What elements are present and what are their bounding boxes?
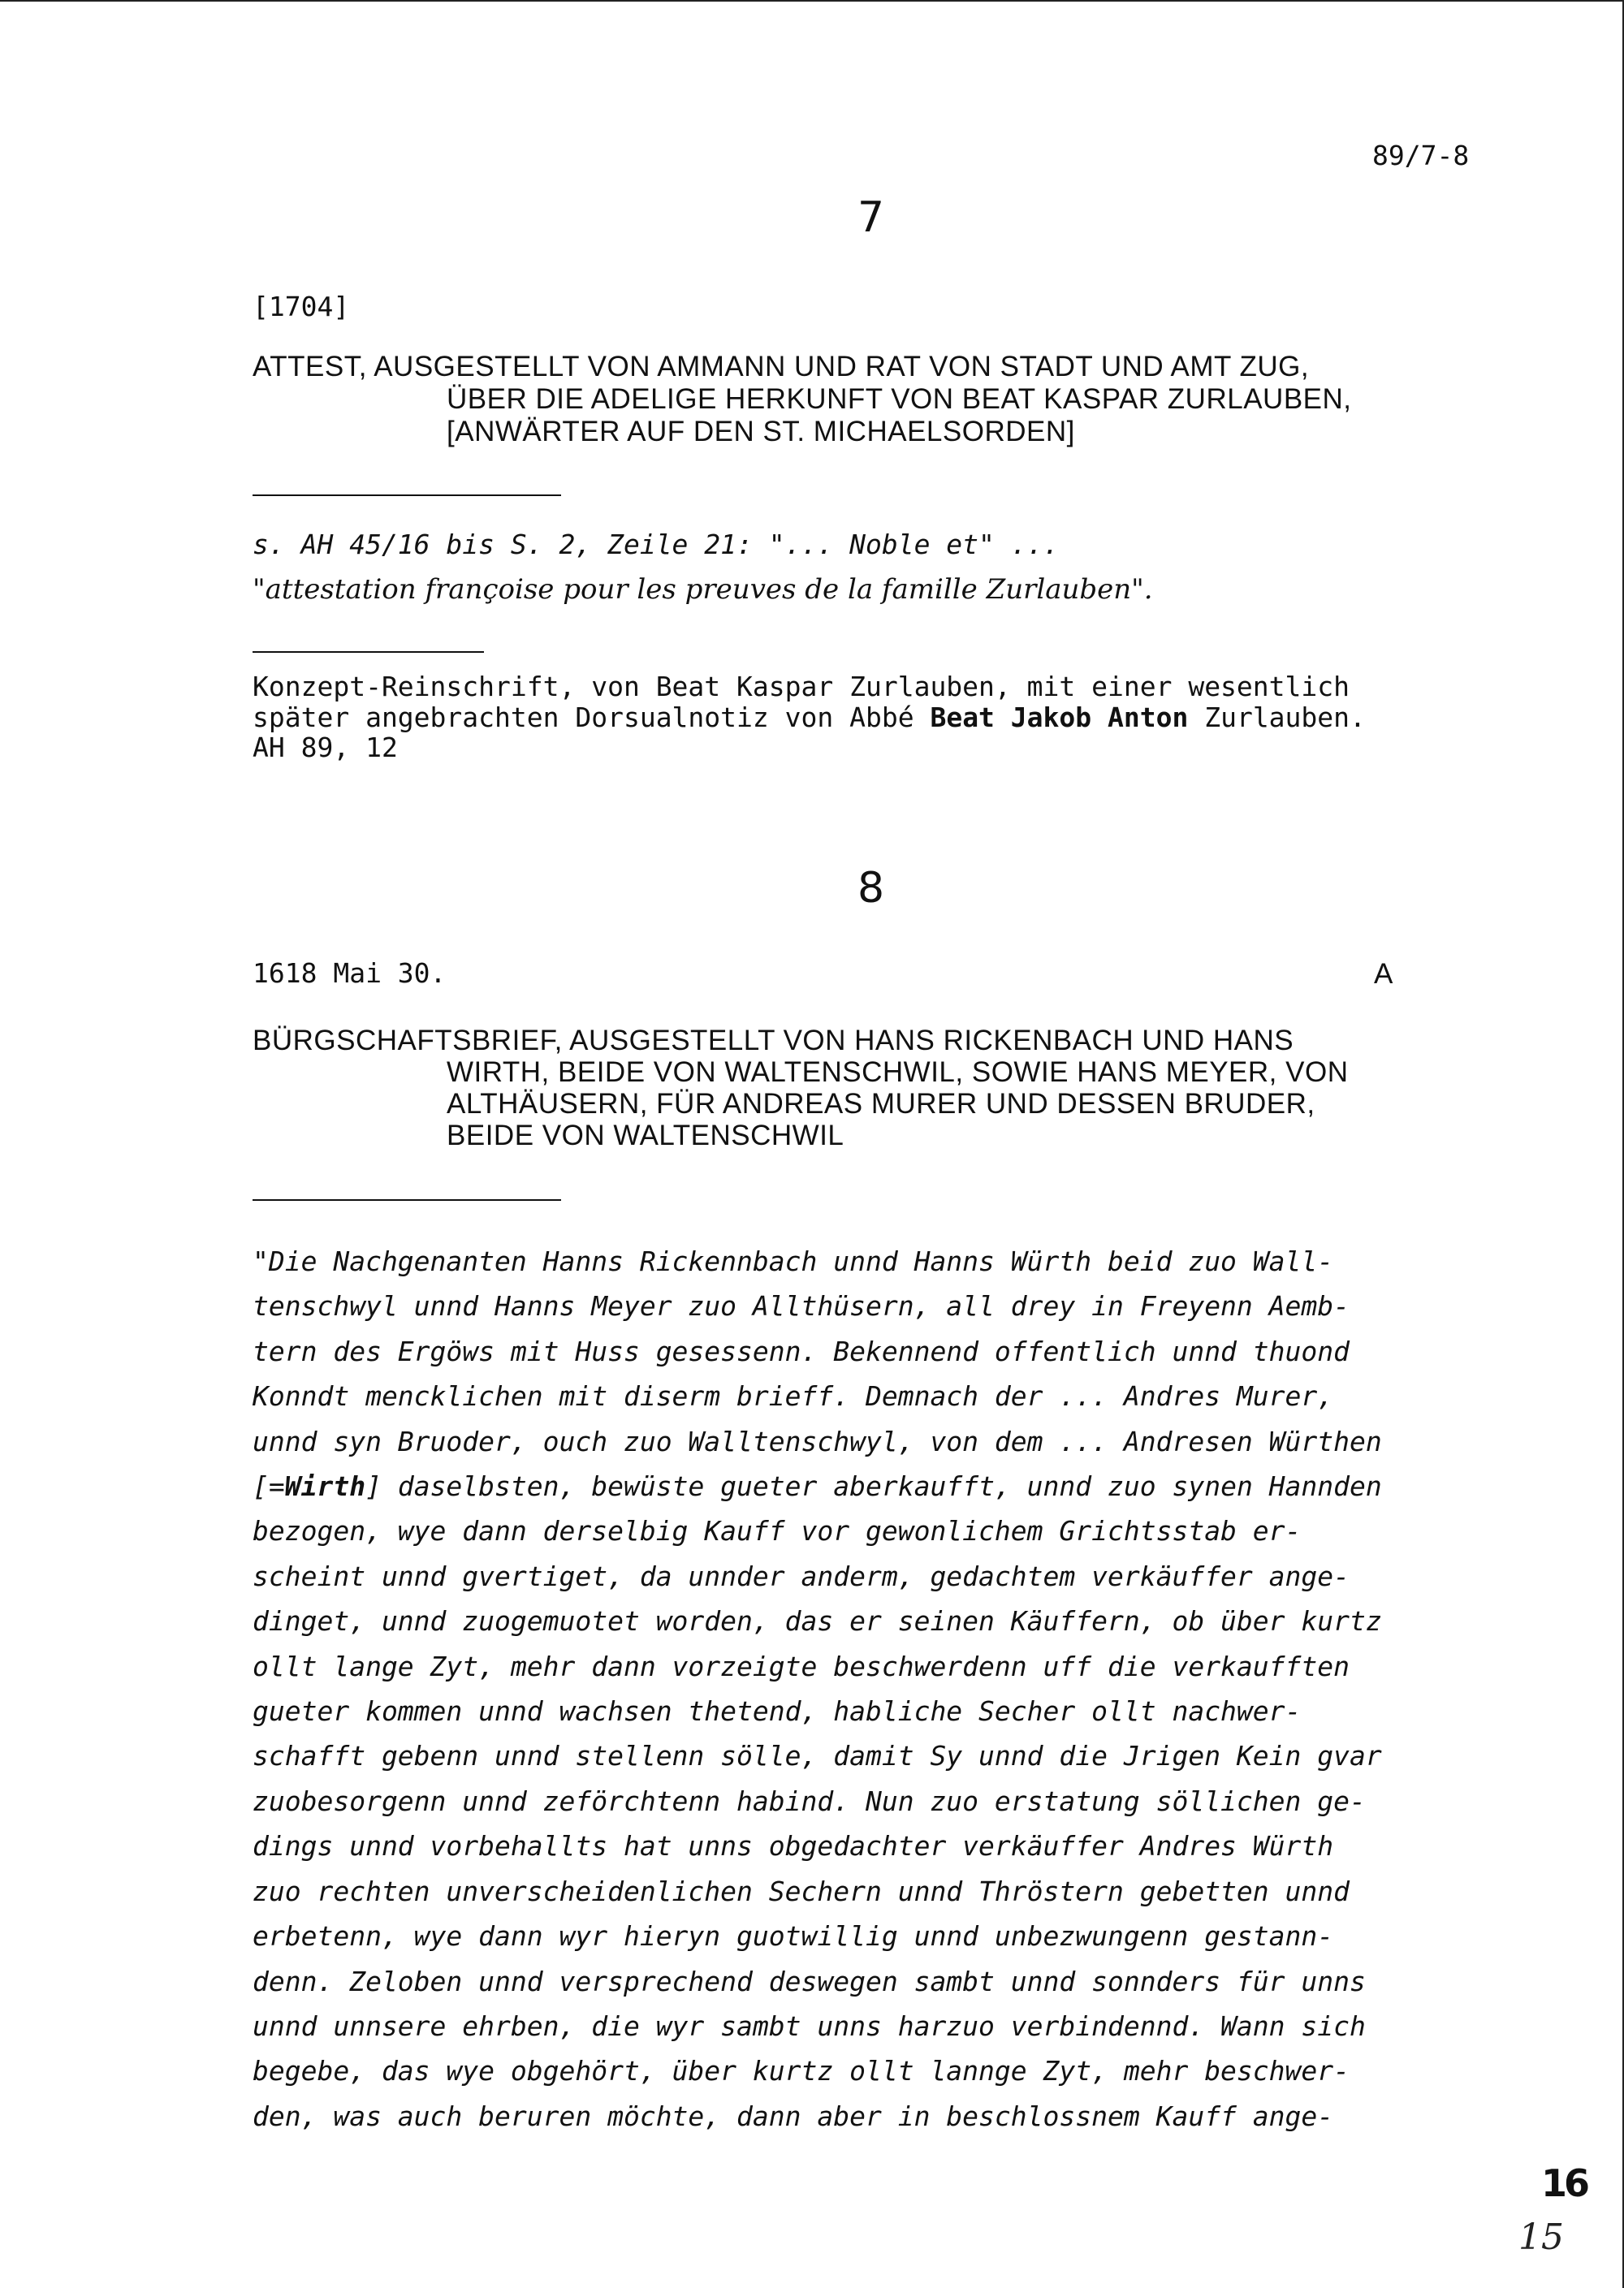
archive-reference: 89/7-8 <box>1372 140 1470 171</box>
quote-line: Konndt mencklichen mit diserm brieff. Demnach der ... Andres Murer, <box>253 1380 1334 1413</box>
entry-number-7: 7 <box>857 193 885 242</box>
quote-line: unnd syn Bruoder, ouch zuo Walltenschwyl, von dem ... Andresen Würthen <box>253 1425 1382 1457</box>
quote-line: scheint unnd gvertiget, da unnder anderm, gedachtem verkäuffer ange- <box>253 1560 1350 1592</box>
entry-7-description-line-3: AH 89, 12 <box>253 732 398 763</box>
quote-line-with-bold <box>253 1464 1503 1509</box>
divider-rule-short <box>253 651 484 653</box>
quote-line: schafft gebenn unnd stellenn sölle, damit Sy unnd die Jrigen Kein gvar <box>253 1740 1382 1772</box>
stamp-number: 16 <box>1541 2161 1587 2205</box>
entry-8-title-line-2: WIRTH, BEIDE VON WALTENSCHWIL, SOWIE HANS MEYER, VON <box>447 1056 1349 1088</box>
quote-text: ] daselbsten, bewüste gueter aberkaufft, unnd zuo synen Hannden <box>365 1470 1382 1503</box>
entry-7-title-line-1: ATTEST, AUSGESTELLT VON AMMANN UND RAT VON STADT UND AMT ZUG, <box>253 351 1310 382</box>
quote-line: den, was auch beruren möchte, dann aber in beschlossnem Kauff ange- <box>253 2100 1334 2132</box>
quote-line: "Die Nachgenanten Hanns Rickennbach unnd Hanns Würth beid zuo Wall- <box>253 1245 1334 1277</box>
entry-number-8: 8 <box>857 864 885 913</box>
quote-line: unnd unnsere ehrben, die wyr sambt unns harzuo verbindennd. Wann sich <box>253 2010 1366 2042</box>
entry-8-quote <box>253 1239 1503 2139</box>
quote-line: ollt lange Zyt, mehr dann vorzeigte beschwerdenn uff die verkaufften <box>253 1650 1350 1682</box>
quote-line: begebe, das wye obgehört, über kurtz ollt lannge Zyt, mehr beschwer- <box>253 2055 1350 2087</box>
entry-8-title-line-4: BEIDE VON WALTENSCHWIL <box>447 1120 844 1151</box>
entry-8-title-line-3: ALTHÄUSERN, FÜR ANDREAS MURER UND DESSEN BRUDER, <box>447 1088 1315 1120</box>
description-bold-name: Beat Jakob Anton <box>930 702 1189 733</box>
entry-7-description-line-2 <box>253 702 1366 733</box>
quote-line: gueter kommen unnd wachsen thetend, habliche Secher ollt nachwer- <box>253 1695 1302 1728</box>
quote-line: denn. Zeloben unnd versprechend deswegen sambt unnd sonnders für unns <box>253 1965 1366 1997</box>
quote-line: tenschwyl unnd Hanns Meyer zuo Allthüsern, all drey in Freyenn Aemb- <box>253 1290 1350 1323</box>
quote-text: [= <box>253 1470 285 1503</box>
entry-7-description-line-1: Konzept-Reinschrift, von Beat Kaspar Zurlauben, mit einer wesentlich <box>253 671 1350 702</box>
quote-line: dings unnd vorbehallts hat unns obgedachter verkäuffer Andres Würth <box>253 1830 1334 1863</box>
entry-8-letter: A <box>1374 958 1393 990</box>
entry-8-title-line-1: BÜRGSCHAFTSBRIEF, AUSGESTELLT VON HANS RICKENBACH UND HANS <box>253 1025 1294 1056</box>
quote-line: bezogen, wye dann derselbig Kauff vor gewonlichem Grichtsstab er- <box>253 1515 1302 1548</box>
entry-8-date: 1618 Mai 30. <box>253 957 447 989</box>
entry-7-script-quote: "attestation françoise pour les preuves de la famille Zurlauben". <box>253 573 1153 606</box>
divider-rule <box>253 494 561 496</box>
entry-7-date: [1704] <box>253 291 350 322</box>
description-text: später angebrachten Dorsualnotiz von Abbé <box>253 702 931 733</box>
entry-7-title-line-3: [ANWÄRTER AUF DEN ST. MICHAELSORDEN] <box>447 416 1075 447</box>
quote-line: erbetenn, wye dann wyr hieryn guotwillig unnd unbezwungenn gestann- <box>253 1920 1334 1953</box>
description-text-end: Zurlauben. <box>1188 702 1366 733</box>
quote-line: zuobesorgenn unnd zeförchtenn habind. Nun zuo erstatung söllichen ge- <box>253 1785 1366 1817</box>
quote-line: zuo rechten unverscheidenlichen Sechern unnd Thröstern gebetten unnd <box>253 1875 1350 1907</box>
quote-line: dinget, unnd zuogemuotet worden, das er seinen Käuffern, ob über kurtz <box>253 1605 1382 1638</box>
entry-7-reference: s. AH 45/16 bis S. 2, Zeile 21: "... Noble et" ... <box>253 529 1060 560</box>
quote-bold-word: Wirth <box>284 1470 366 1503</box>
divider-rule-2 <box>253 1199 561 1201</box>
handwritten-folio: 15 <box>1518 2217 1564 2258</box>
entry-7-title-line-2: ÜBER DIE ADELIGE HERKUNFT VON BEAT KASPAR ZURLAUBEN, <box>447 383 1352 415</box>
quote-line: tern des Ergöws mit Huss gesessenn. Bekennend offentlich unnd thuond <box>253 1335 1350 1367</box>
